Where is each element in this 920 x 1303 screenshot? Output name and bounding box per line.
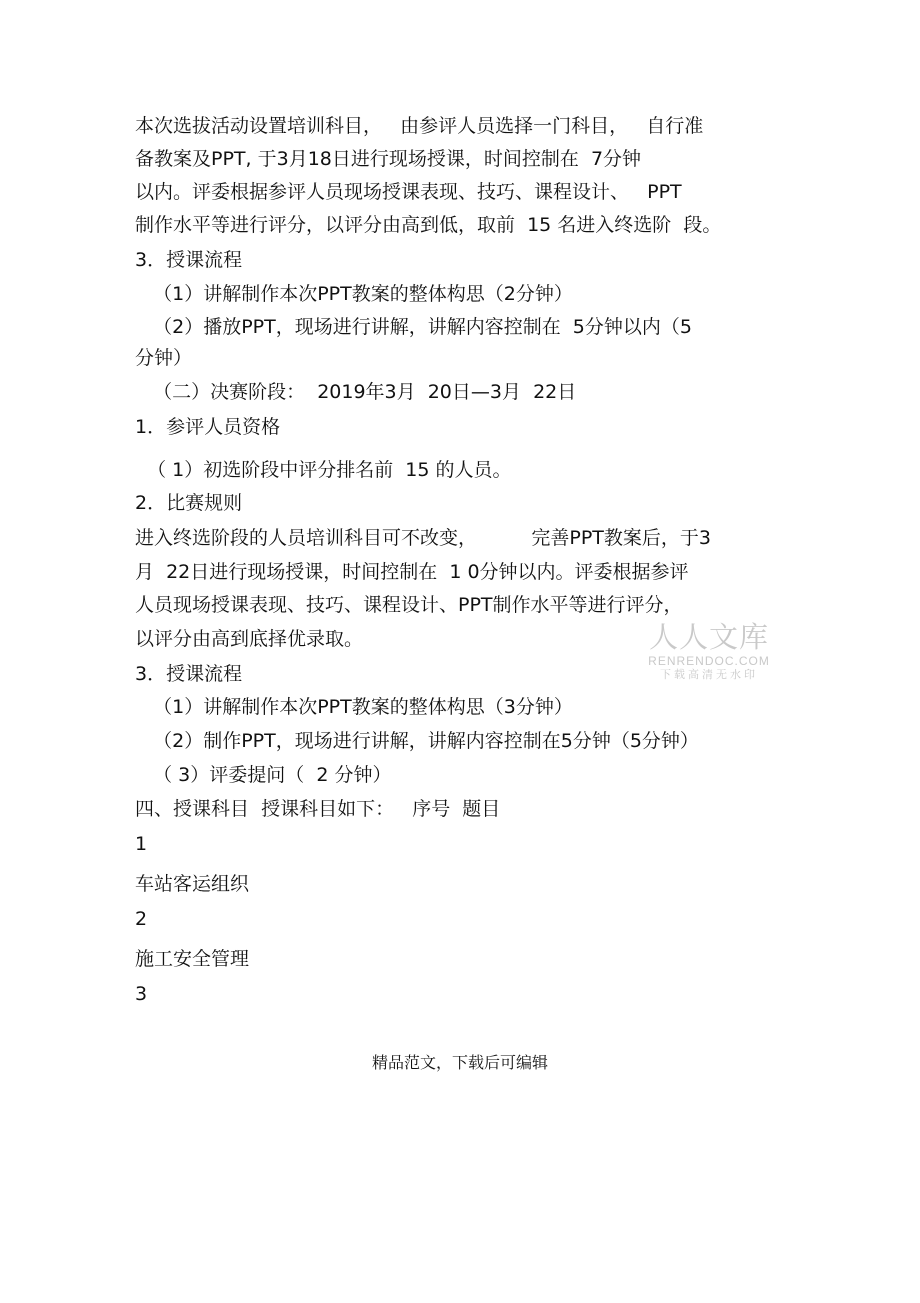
section-heading-finals: （二）决赛阶段： 2019年3月 20日—3月 22日 — [135, 381, 577, 403]
page-footer: 精品范文，下载后可编辑 — [371, 1053, 548, 1072]
body-line-rules-3: 人员现场授课表现、技巧、课程设计、PPT制作水平等进行评分， — [135, 594, 683, 616]
list-item-step-1: （1）讲解制作本次PPT教案的整体构思（2分钟） — [135, 283, 573, 305]
section-heading-rules: 2．比赛规则 — [135, 492, 243, 514]
body-line-rules-2: 月 22日进行现场授课，时间控制在 1 0分钟以内。评委根据参评 — [135, 561, 689, 583]
body-line-3: 以内。评委根据参评人员现场授课表现、技巧、课程设计、 PPT — [135, 181, 682, 203]
list-item-final-step-3: （ 3）评委提问（ 2 分钟） — [135, 764, 392, 786]
subject-title-2: 施工安全管理 — [135, 948, 250, 970]
subject-number-3: 3 — [135, 983, 148, 1005]
subject-number-2: 2 — [135, 908, 148, 930]
list-item-step-2-continued: 分钟） — [135, 347, 193, 369]
body-line-1: 本次选拔活动设置培训科目， 由参评人员选择一门科目， 自行准 — [135, 115, 704, 137]
list-item-eligibility-1: （ 1）初选阶段中评分排名前 15 的人员。 — [135, 459, 512, 481]
section-heading-eligibility: 1．参评人员资格 — [135, 416, 281, 438]
list-item-step-2: （2）播放PPT，现场进行讲解，讲解内容控制在 5分钟以内（5 — [135, 316, 692, 338]
watermark-domain: RENRENDOC.COM — [648, 654, 770, 668]
section-heading-teaching-process-2: 3．授课流程 — [135, 663, 243, 685]
section-heading-subjects: 四、授课科目 授课科目如下： 序号 题目 — [135, 798, 501, 820]
subject-title-1: 车站客运组织 — [135, 873, 250, 895]
body-line-4: 制作水平等进行评分，以评分由高到低，取前 15 名进入终选阶 段。 — [135, 214, 722, 236]
subject-number-1: 1 — [135, 833, 148, 855]
body-line-2: 备教案及PPT, 于3月18日进行现场授课，时间控制在 7分钟 — [135, 148, 642, 170]
body-line-rules-1: 进入终选阶段的人员培训科目可不改变， 完善PPT教案后，于3 — [135, 527, 711, 549]
watermark-title: 人人文库 — [648, 620, 769, 654]
watermark-logo — [645, 620, 773, 682]
watermark-tagline: 下载高清无水印 — [660, 668, 758, 681]
body-line-rules-4: 以评分由高到底择优录取。 — [135, 628, 364, 650]
list-item-final-step-1: （1）讲解制作本次PPT教案的整体构思（3分钟） — [135, 696, 573, 718]
section-heading-teaching-process: 3．授课流程 — [135, 249, 243, 271]
list-item-final-step-2: （2）制作PPT，现场进行讲解，讲解内容控制在5分钟（5分钟） — [135, 730, 699, 752]
